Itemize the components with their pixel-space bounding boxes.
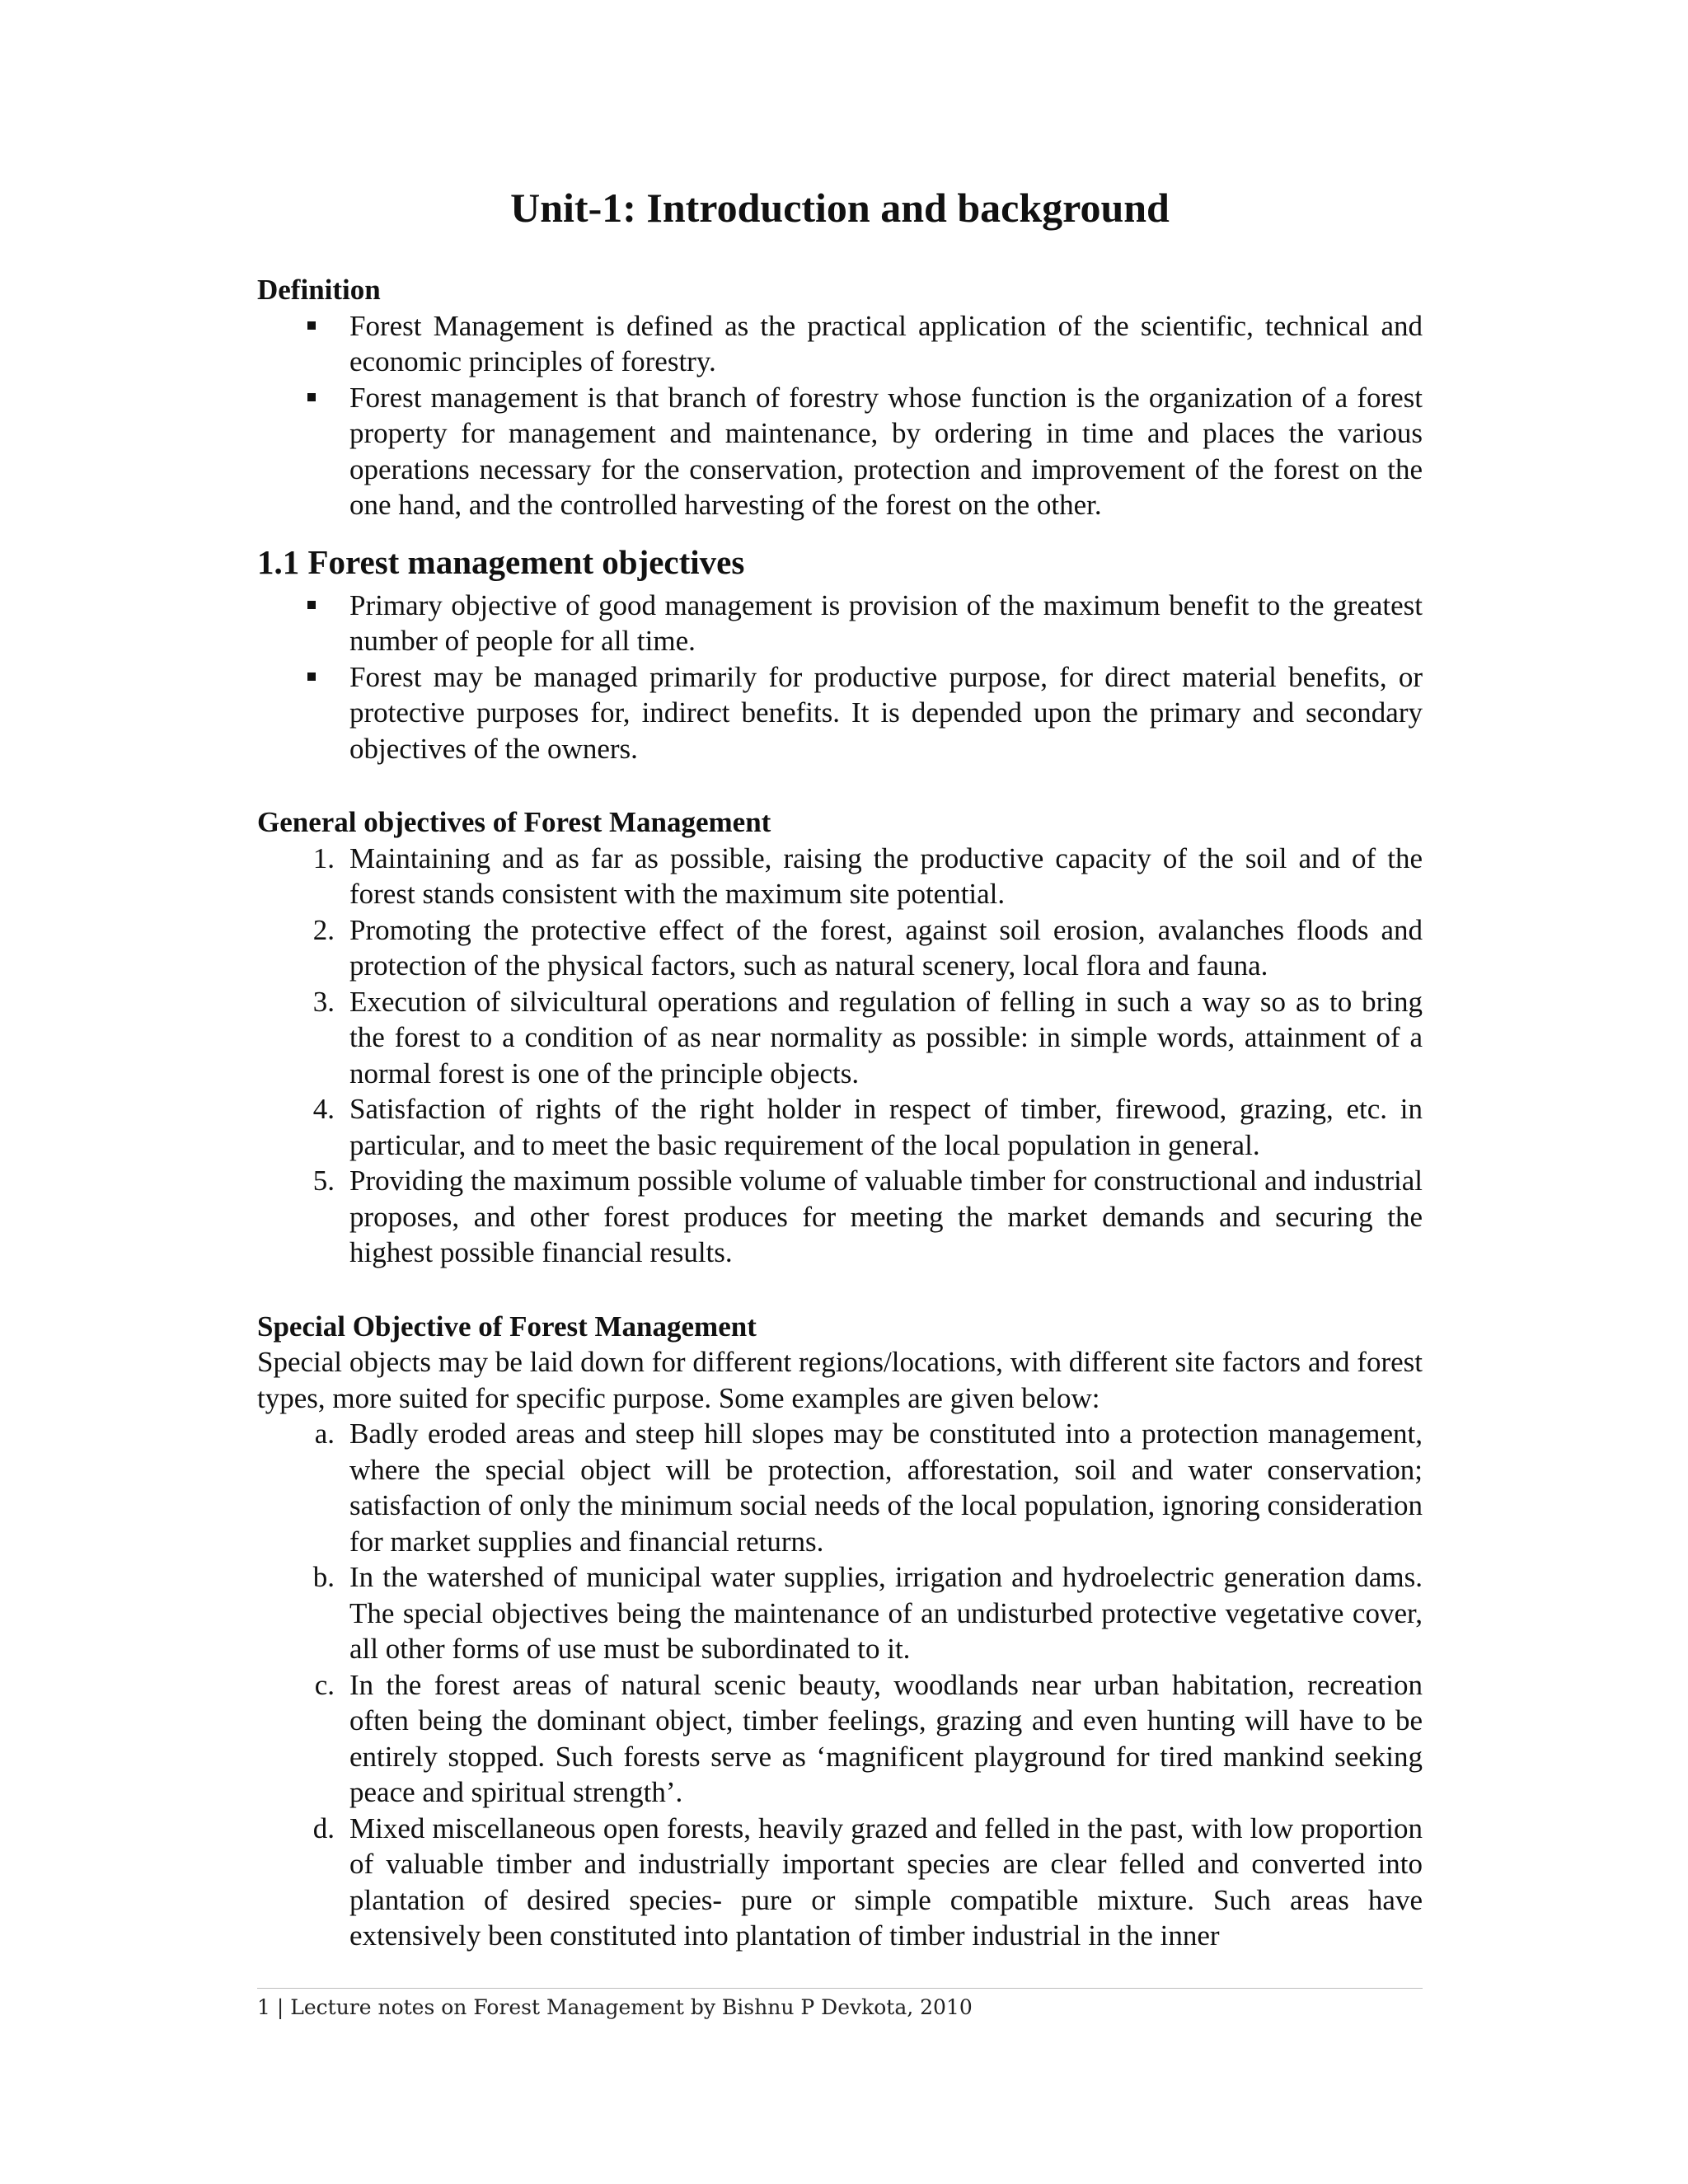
objectives-heading: 1.1 Forest management objectives — [257, 542, 745, 581]
page-footer — [257, 1994, 973, 2021]
footer-separator: | — [276, 1995, 284, 2019]
list-item-text: Badly eroded areas and steep hill slopes may be constituted into a protection management, where the special object will be protection, afforestation, soil and water conservation; satisfaction of only the minimum social needs of the local population, ignoring consideration for market supplies and financial returns. — [349, 1418, 1423, 1558]
list-item-text: Mixed miscellaneous open forests, heavily grazed and felled in the past, with low proportion of valuable timber and industrially important species are clear felled and converted into plantation of desired species- pure or simple compatible mixture. Such areas have extensively been constituted into plantation of timber industrial in the inner — [349, 1811, 1423, 1952]
definition-section — [257, 272, 1423, 523]
list-item — [257, 1091, 1423, 1163]
definition-heading: Definition — [257, 274, 381, 306]
special-objectives-intro: Special objects may be laid down for different regions/locations, with different site factors and forest types, more suited for specific purpose. Some examples are given below: — [257, 1346, 1423, 1414]
list-item-text: Execution of silvicultural operations and regulation of felling in such a way so as to bring the forest to a condition of as near normality as possible: in simple words, attainment of a normal forest is one of the principle objects. — [349, 985, 1423, 1090]
list-item-text: Satisfaction of rights of the right holder in respect of timber, firewood, grazing, etc. in particular, and to meet the basic requirement of the local population in general. — [349, 1093, 1423, 1161]
list-item-text: Providing the maximum possible volume of valuable timber for constructional and industrial proposes, and other forest produces for meeting the market demands and securing the highest possible financial results. — [349, 1165, 1423, 1268]
objectives-list — [257, 588, 1423, 767]
page-number: 1 — [257, 1995, 270, 2019]
list-item — [257, 912, 1423, 984]
general-objectives-section — [257, 804, 1423, 1271]
spacer — [257, 1271, 1423, 1309]
square-bullet-icon — [307, 393, 316, 401]
list-item — [257, 659, 1423, 767]
square-bullet-icon — [307, 673, 316, 681]
special-objectives-section — [257, 1309, 1423, 1954]
list-item-text: In the watershed of municipal water supplies, irrigation and hydroelectric generation dams. The special objectives being the maintenance of an undisturbed protective vegetative cover, all other forms of use must be subordinated to it. — [349, 1561, 1423, 1665]
list-item — [257, 588, 1423, 659]
list-letter: d. — [312, 1811, 335, 1844]
special-objectives-list — [257, 1416, 1423, 1954]
special-objectives-heading: Special Objective of Forest Management — [257, 1310, 757, 1343]
list-letter: c. — [314, 1668, 335, 1701]
list-item — [257, 1416, 1423, 1559]
footer-divider — [257, 1988, 1423, 1989]
list-item — [257, 1811, 1423, 1954]
general-objectives-list — [257, 841, 1423, 1271]
list-item-text: Forest Management is defined as the practical application of the scientific, technical and economic principles of forestry. — [349, 309, 1423, 377]
list-item — [257, 1163, 1423, 1271]
list-item-text: Primary objective of good management is provision of the maximum benefit to the greatest number of people for all time. — [349, 588, 1423, 657]
list-item — [257, 984, 1423, 1092]
page-content — [257, 183, 1423, 1954]
list-item — [257, 1559, 1423, 1667]
footer-text: Lecture notes on Forest Management by Bishnu P Devkota, 2010 — [290, 1995, 973, 2019]
definition-list — [257, 308, 1423, 523]
spacer — [257, 766, 1423, 804]
page-title: Unit-1: Introduction and background — [510, 185, 1170, 231]
list-letter: a. — [314, 1418, 335, 1450]
objectives-section — [257, 541, 1423, 767]
list-item-text: Forest may be managed primarily for productive purpose, for direct material benefits, or protective purposes for, indirect benefits. It is depended upon the primary and secondary objectives of the owners. — [349, 660, 1423, 765]
list-letter: b. — [312, 1561, 335, 1593]
list-item — [257, 841, 1423, 912]
list-number: 4. — [312, 1093, 335, 1125]
list-number: 2. — [312, 913, 335, 946]
list-item — [257, 380, 1423, 523]
list-item-text: Maintaining and as far as possible, raising the productive capacity of the soil and of the forest stands consistent with the maximum site potential. — [349, 841, 1423, 910]
list-item-text: In the forest areas of natural scenic beauty, woodlands near urban habitation, recreation often being the dominant object, timber feelings, grazing and even hunting will have to be entirely stopped. Such forests serve as ‘magnificent playground for tired mankind seeking peace and spiritual strength’. — [349, 1668, 1423, 1808]
list-item-text: Promoting the protective effect of the forest, against soil erosion, avalanches floods and protection of the physical factors, such as natural scenery, local flora and fauna. — [349, 913, 1423, 982]
list-number: 5. — [312, 1165, 335, 1197]
square-bullet-icon — [307, 601, 316, 609]
list-number: 3. — [312, 985, 335, 1018]
list-item — [257, 308, 1423, 380]
list-item-text: Forest management is that branch of forestry whose function is the organization of a forest property for management and maintenance, by ordering in time and places the various operations necessary for the conservation, protection and improvement of the forest on the one hand, and the controlled harvesting of the forest on the other. — [349, 381, 1423, 521]
list-item — [257, 1667, 1423, 1811]
square-bullet-icon — [307, 321, 316, 330]
general-objectives-heading: General objectives of Forest Management — [257, 806, 771, 838]
list-number: 1. — [312, 841, 335, 874]
